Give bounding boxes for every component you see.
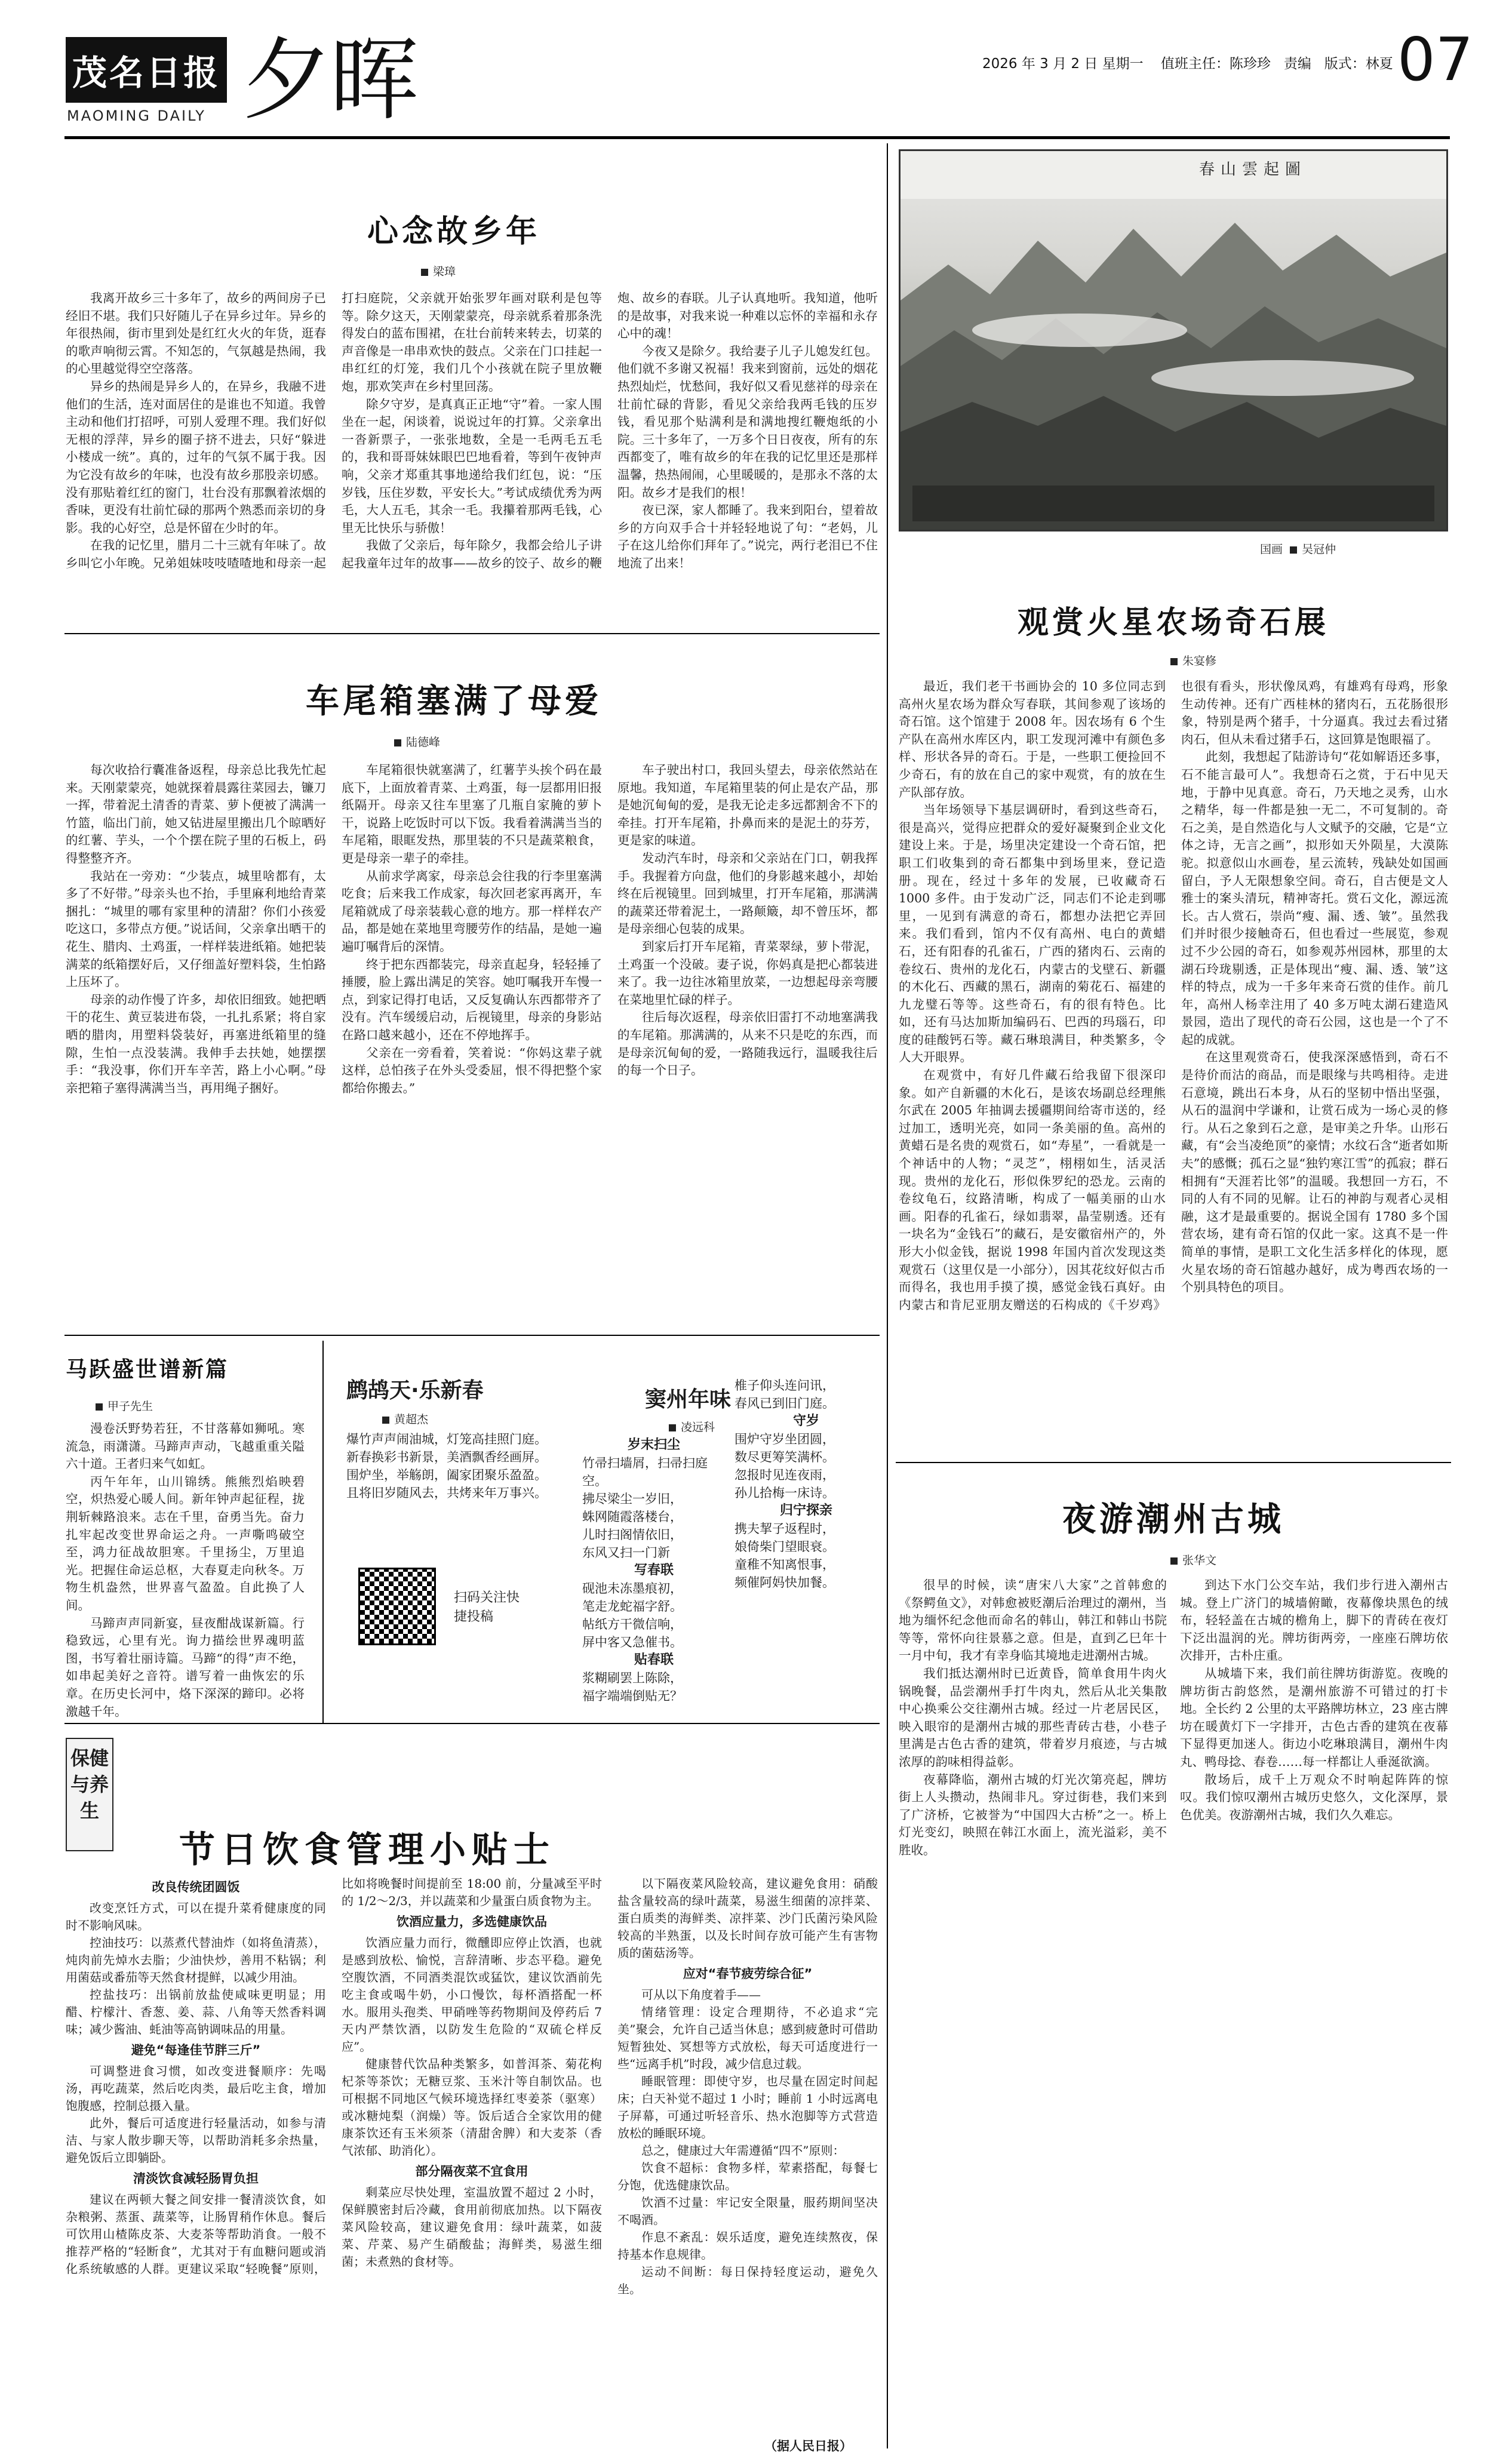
byline-marker xyxy=(96,1403,103,1411)
paragraph: 母亲的动作慢了许多，却依旧细致。她把晒干的花生、黄豆装进布袋，一扎扎系紧；将自家晒的腊肉，用塑料袋装好，再塞进纸箱里的缝隙，生怕一点没装满。我伸手去扶她，她摆摆手：“我没事，你们开车辛苦，路上小心啊。”母亲把箱子塞得满满当当，再用绳子捆好。 xyxy=(66,992,326,1095)
paragraph: 当年场领导下基层调研时，看到这些奇石，很是高兴，觉得应把群众的爱好凝聚到企业文化建设上来。于是，场里决定建设一个奇石馆，把职工们收集到的奇石都集中到场里来，登记造册。现在，经过十多年的发展，已收藏奇石 1000 多件。由于发动广泛，同志们不论走到哪里，一见到有满意的奇石，都想办法把它弄回来。我们看到，馆内不仅有高州、电白的黄蜡石，还有阳春的孔雀石，广西的猪肉石、云南的卷纹石、贵州的龙化石，内蒙古的戈壁石、新疆的木化石、西藏的黑石，湖南的菊花石、福建的九龙璧石等等。这些奇石，有的很有特色。比如，还有马达加斯加编码石、巴西的玛瑙石，印度的硅酸钙石等。藏石琳琅满目，种类繁多，令人大开眼界。 xyxy=(899,803,1166,1065)
section-heading: 清淡饮食减轻肠胃负担 xyxy=(133,2171,259,2186)
article1-body xyxy=(66,290,878,621)
issue-date: 2026 年 3 月 2 日 星期一 xyxy=(982,56,1144,72)
paragraph: 在我的记忆里，腊月二十三就有年味了。故乡叫它小年晚。兄弟姐妹吱吱喳喳地和母亲一起打扫庭院，父亲就开始张罗年画对联利是包等等。除夕这天，天刚蒙蒙亮，母亲就系着那条洗得发白的蓝布围裙，在壮台前转来转去，切菜的声音像是一串串欢快的鼓点。父亲在门口挂起一串红红的灯笼，我们几个小孩就在院子里放鞭炮，那欢笑声在乡村里回荡。 xyxy=(66,291,602,570)
poem-line: 福字端端倒贴无？ xyxy=(582,1689,683,1703)
paragraph: 控油技巧：以蒸煮代替油炸（如将鱼清蒸），炖肉前先焯水去脂；少油快炒，善用不粘锅；利用菌菇或番茄等天然食材提鲜，以减少用油。 xyxy=(66,1935,326,1984)
header-meta xyxy=(982,53,1393,72)
article1-author: 梁璋 xyxy=(433,265,456,278)
paragraph: 除夕守岁，是真真正正地“守”着。一家人围坐在一起，闲谈着，说说过年的打算。父亲拿出一沓新票子，一张张地数，全是一毛两毛五毛的，我和哥哥妹妹眼巴巴地看着，等到午夜钟声响，父亲才郑重其事地递给我们红包，说：“压岁钱，压住岁数，平安长大。”考试成绩优秀为两毛，大人五毛，其余一毛。我攥着那两毛钱，心里无比快乐与骄傲！ xyxy=(342,397,602,535)
paragraph: 我们抵达潮州时已近黄昏，简单食用牛肉火锅晚餐，品尝潮州手打牛肉丸，然后从北关集散中心换乘公交往潮州古城。经过一片老居民区，映入眼帘的是潮州古城的那些青砖古巷，小巷子里满是古色古香的建筑，带着岁月痕迹，与古城浓厚的韵味相得益彰。 xyxy=(899,1666,1167,1769)
painting-caption-label: 国画 xyxy=(1260,543,1283,556)
poem1-body xyxy=(346,1430,555,1502)
section-heading: 部分隔夜菜不宜食用 xyxy=(415,2164,528,2179)
poem-subtitle: 贴春联 xyxy=(634,1652,674,1667)
byline-marker xyxy=(1170,658,1178,665)
paragraph: 我站在一旁劝：“少装点，城里啥都有，太多了不好带。”母亲头也不抬，手里麻利地给青菜捆扎：“城里的哪有家里种的清甜？你们小孩爱吃这口，多带点方便。”说话间，父亲拿出晒干的花生、腊肉、土鸡蛋，一样样装进纸箱。她把装满菜的纸箱摆好后，又仔细盖好塑料袋，生怕路上压坏了。 xyxy=(66,868,326,990)
newspaper-logo xyxy=(66,37,227,103)
article1-byline xyxy=(421,263,456,279)
paragraph: 从城墙下来，我们前往牌坊街游览。夜晚的牌坊街古韵悠然，是潮州旅游不可错过的打卡地。全长约 2 公里的太平路牌坊林立，23 座古牌坊在暖黄灯下一字排开，古色古香的建筑在夜幕下显得更加迷人。街边小吃琳琅满目，潮州牛肉丸、鸭母捻、春卷……每一样都让人垂涎欲滴。 xyxy=(1180,1666,1448,1769)
paragraph: 往后每次返程，母亲依旧雷打不动地塞满我的车尾箱。那满满的，从来不只是吃的东西，而是母亲沉甸甸的爱，一路随我远行，温暖我往后的每一个日子。 xyxy=(617,1010,878,1078)
paragraph: 很早的时候，读“唐宋八大家”之首韩愈的《祭鳄鱼文》，对韩愈被贬潮后治理过的潮州，当地为缅怀纪念他而命名的韩山，韩江和韩山书院等等，常怀向往景慕之意。但是，直到乙巳年十一月中旬，我才有幸身临其境地走进潮州古城。 xyxy=(899,1578,1167,1663)
poem-line: 砚池未冻墨痕初， xyxy=(582,1581,683,1596)
qr-label xyxy=(454,1589,531,1627)
brand-en: MAOMING DAILY xyxy=(67,107,206,124)
section-heading: 应对“春节疲劳综合征” xyxy=(683,1967,813,1981)
poem-line: 频催阿妈快加餐。 xyxy=(734,1575,835,1590)
layout-editor: 版式：林夏 xyxy=(1324,56,1393,72)
paragraph: 车尾箱很快就塞满了，红薯芋头挨个码在最底下，上面放着青菜、土鸡蛋，每一层都用旧报纸隔开。母亲又往车里塞了几瓶自家腌的萝卜干，说路上吃饭时可以下饭。我看着满满当当的车尾箱，眼眶发热，那里装的不只是蔬菜粮食，更是母亲一辈子的牵挂。 xyxy=(342,763,602,865)
paragraph: 夜已深，家人都睡了。我来到阳台，望着故乡的方向双手合十并轻轻地说了句：“老妈，儿子在这儿给你们拜年了。”说完，两行老泪已不住地流了出来！ xyxy=(617,503,878,570)
paragraph: 我做了父亲后，每年除夕，我都会给儿子讲起我童年过年的故事——故乡的饺子、故乡的鞭炮、故乡的春联。儿子认真地听。我知道，他听的是故事，对我来说一种难以忘怀的幸福和永存心中的魂！ xyxy=(342,291,878,570)
paragraph: 改变烹饪方式，可以在提升菜肴健康度的同时不影响风味。 xyxy=(66,1901,326,1933)
paragraph: 每次收拾行囊准备返程，母亲总比我先忙起来。天刚蒙蒙亮，她就探着晨露往菜园去，镰刀一挥，带着泥土清香的青菜、萝卜便被了满满一竹篮，临出门前，她又钻进屋里搬出几个晾晒好的红薯、芋头，一个个摆在院子里的石板上，码得整整齐齐。 xyxy=(66,763,326,865)
center-column-divider xyxy=(887,143,888,2448)
divider-poems xyxy=(64,1723,880,1724)
byline-marker xyxy=(421,269,428,276)
poem-line: 蛛网随霞落楼台， xyxy=(582,1510,683,1524)
article4-title: 马跃盛世谱新篇 xyxy=(66,1357,229,1382)
article3-title: 车尾箱塞满了母爱 xyxy=(306,682,602,721)
paragraph: 在观赏中，有好几件藏石给我留下很深印象。如产自新疆的木化石，是该农场副总经理熊尔武在 2005 年抽调去援疆期间给寄市送的，经过加工，透明光亮，如同一条美丽的鱼。高州的黄蜡石是名贵的观赏石，如“寿星”，一看就是一个神话中的人物；“灵芝”，栩栩如生，活灵活现。贵州的龙化石，形似侏罗纪的恐龙。云南的卷纹龟石，纹路清晰，构成了一幅美丽的山水画。阳春的孔雀石，绿如翡翠，晶莹剔透。还有一块名为“金钱石”的藏石，是安徽宿州产的，外形大小似金钱，据说 1998 年国内首次发现这类观赏石（这里仅是一小部分），因其花纹好似古币而得名，我也用手摸了摸，感觉金钱石真好。由内蒙古和肯尼亚朋友赠送的石构成的《千岁鸡》也很有看头，形状像凤鸡，有雄鸡有母鸡，形象生动传神。还有广西桂林的猪肉石，五花肠很形象，特别是两个猪手，十分逼真。我过去看过猪肉石，但从未看过猪手石，这回算是饱眼福了。 xyxy=(899,679,1448,1312)
divider-a4-vertical xyxy=(322,1341,324,1723)
paragraph: 今夜又是除夕。我给妻子儿子儿媳发红包。他们就不多谢又祝福！我来到窗前，远处的烟花热烈灿烂，忧愁间，我好似又看见慈祥的母亲在壮前忙碌的背影，看见父亲给我两毛钱的压岁钱，看见那个贴满利是和满地搜红鞭炮纸的小院。三十多年了，一万多个日日夜夜，所有的东西都变了，唯有故乡的年在我的记忆里还是那样温馨，热热闹闹，心里暖暖的，是那永不落的太阳。故乡才是我们的根！ xyxy=(617,343,878,500)
poem-line: 娘倚柴门望眼衰。 xyxy=(734,1540,835,1554)
paragraph: 终于把东西都装完，母亲直起身，轻轻捶了捶腰，脸上露出满足的笑容。她叮嘱我开车慢一点，到家记得打电话，又反复确认东西都带齐了没有。汽车缓缓启动，后视镜里，母亲的身影站在路口越来越小，还在不停地挥手。 xyxy=(342,957,602,1042)
paragraph: 以下隔夜菜风险较高，建议避免食用：硝酸盐含量较高的绿叶蔬菜，易滋生细菌的凉拌菜、蛋白质类的海鲜类、凉拌菜、沙门氏菌污染风险较高的半熟蛋，以及长时间存放可能产生有害物质的菌菇汤等。 xyxy=(617,1876,878,1960)
paragraph: 饮酒应量力而行，微醺即应停止饮酒，也就是感到放松、愉悦，言辞清晰、步态平稳。避免空腹饮酒，不同酒类混饮或猛饮，建议饮酒前先吃主食或喝牛奶，小口慢饮，每杯酒搭配一杯水。服用头孢类、甲硝唑等药物期间及停药后 7 天内严禁饮酒，以防发生危险的“双硫仑样反应”。 xyxy=(342,1935,602,2054)
article2-body xyxy=(899,678,1448,1454)
paragraph: 发动汽车时，母亲和父亲站在门口，朝我挥手。我握着方向盘，他们的身影越来越小，却始终在后视镜里。回到城里，打开车尾箱，那满满的蔬菜还带着泥土，一路颠簸，却不曾压坏，都是母亲细心包装的成果。 xyxy=(617,850,878,936)
article2-author: 朱宴修 xyxy=(1182,655,1217,668)
byline-marker xyxy=(1170,1557,1178,1565)
paragraph: 丙午年年，山川锦绣。熊熊烈焰映碧空，炽热爱心暖人间。新年钟声起征程，拢荆斩棘路浪来。志在千里，奋勇当先。奋力扎牢起改变世界命运之舟。一声嘶鸣破空至，鸿力征战故胆寒。千里扬尘，万里追光。把握住命运总枢，大春夏走向秋冬。万物生机盎然，世界喜气盈盈。自此换了人间。 xyxy=(66,1474,305,1612)
poem-line: 春风已到旧门庭。 xyxy=(734,1396,835,1411)
paragraph: 情绪管理：设定合理期待，不必追求“完美”聚会，允许自己适当休息；感到疲惫时可借助短暂独处、冥想等方式放松，每天可适度进行一些“远离手机”时段，减少信息过载。 xyxy=(617,2005,878,2071)
paragraph: 从前求学离家，母亲总会往我的行李里塞满吃食；后来我工作成家，每次回老家再离开，车尾箱就成了母亲装载心意的地方。那一样样农产品，都是她在菜地里弯腰劳作的结晶，是她一遍遍叮嘱背后的深情。 xyxy=(342,868,602,954)
poem-subtitle: 岁末扫尘 xyxy=(627,1437,680,1452)
paragraph: 健康替代饮品种类繁多，如普洱茶、菊花枸杞茶等茶饮；无糖豆浆、玉米汁等自制饮品。也可根据不同地区气候环境选择红枣姜茶（驱寒）或冰糖炖梨（润燥）等。饭后适合全家饮用的健康茶饮还有玉米须茶（清甜舍脾）和大麦茶（香气浓郁、助消化）。 xyxy=(342,2057,602,2158)
article6-title: 节日饮食管理小贴士 xyxy=(179,1829,555,1871)
painting-inscription: 春山雲起圖 xyxy=(1199,161,1307,179)
health-column-label xyxy=(66,1738,113,1851)
paragraph: 夜幕降临，潮州古城的灯光次第亮起，牌坊街上人头攒动，热闹非凡。穿过街巷，我们来到了广济桥，它被誉为“中国四大古桥”之一。桥上灯光变幻，映照在韩江水面上，流光溢彩，美不胜收。 xyxy=(899,1772,1167,1857)
poem-line: 爆竹声声闹油城，灯笼高挂照门庭。新春换彩书新景，美酒飘香经画屏。 xyxy=(346,1432,547,1464)
poem-line: 笔走龙蛇福字舒。 xyxy=(582,1599,683,1614)
article5-body xyxy=(899,1577,1448,2440)
health-label-text: 保健与养生 xyxy=(70,1747,109,1822)
section-heading: 改良传统团圆饭 xyxy=(152,1880,240,1894)
paragraph: 到家后打开车尾箱，青菜翠绿，萝卜带泥，土鸡蛋一个没破。妻子说，你妈真是把心都装进来了。我一边往冰箱里放菜，一边想起母亲弯腰在菜地里忙碌的样子。 xyxy=(617,939,878,1007)
poem-line: 围炉守岁坐团圆， xyxy=(734,1432,835,1446)
poem-line: 儿时扫阁情依旧， xyxy=(582,1528,683,1542)
article2-title: 观赏火星农场奇石展 xyxy=(1017,605,1329,641)
paragraph: 漫卷沃野势若狂，不甘落幕如狮吼。寒流急，雨潇潇。马蹄声声动，飞越重重关隘六十道。王者归来气如虹。 xyxy=(66,1421,305,1471)
divider-a1 xyxy=(64,633,880,634)
poem-line: 围炉坐，举觞朗，阖家团聚乐盈盈。且将旧岁随风去，共烤来年万事兴。 xyxy=(346,1468,547,1500)
poem-line: 携夫挈子返程时， xyxy=(734,1522,835,1536)
paragraph: 饮食不超标：食物多样，荤素搭配，每餐七分饱，优选健康饮品。 xyxy=(617,2161,878,2192)
poem-line: 竹帚扫墙屑，扫帚扫庭空。 xyxy=(582,1456,708,1488)
article4-byline xyxy=(96,1397,153,1414)
painting-author: 吴冠仲 xyxy=(1302,543,1336,556)
paragraph: 饮酒不过量：牢记安全限量，服药期间坚决不喝酒。 xyxy=(617,2195,878,2227)
poem-subtitle: 守岁 xyxy=(792,1414,819,1428)
paragraph: 车子驶出村口，我回头望去，母亲依然站在原地。我知道，车尾箱里装的何止是农产品，那是她沉甸甸的爱，是我无论走多远都割舍不下的牵挂。打开车尾箱，扑鼻而来的是泥土的芬芳，更是家的味道。 xyxy=(617,763,878,848)
paragraph: 此外，餐后可适度进行轻量活动，如参与清洁、与家人散步聊天等，以帮助消耗多余热量，避免饭后立即躺卧。 xyxy=(66,2116,326,2165)
byline-marker xyxy=(669,1424,676,1431)
poem-line: 数尽更筹笑满杯。 xyxy=(734,1450,835,1464)
divider-a3 xyxy=(64,1335,880,1336)
article5-author: 张华文 xyxy=(1182,1554,1217,1567)
poem2-author: 凌远科 xyxy=(681,1421,715,1434)
paragraph: 此刻，我想起了陆游诗句“花如解语还多事，石不能言最可人”。我想奇石之赏，于石中见天地，于静中见真意。奇石，乃天地之灵秀，山水之精华，每一件都是独一无二，不可复制的。奇石之美，是自然造化与人文赋予的交融，它是“立体之诗，无言之画”，拟形如天外陨星，大漠陈驼。拟意似山水画卷，星云流转，残缺处如国画留白，予人无限想象空间。奇石，自古便是文人雅士的案头清玩，精神寄托。赏石文化，源远流长。古人赏石，崇尚“瘦、漏、透、皱”。虽然我们并时很少接触奇石，但也看过一些展览，参观过不少公园的奇石，如参观苏州园林，那里的太湖石玲珑剔透，正是体现出“瘦、漏、透、皱”这样的特点，成为一千多年来奇石赏的佳作。前几年，高州人杨幸注用了 40 多万吨太湖石建造风景园，造出了现代的奇石公园，这也是一个了不起的成就。 xyxy=(1181,749,1448,1047)
duty-chief: 值班主任：陈珍珍 xyxy=(1160,56,1271,72)
article1-title: 心念故乡年 xyxy=(367,214,540,250)
poem-subtitle: 写春联 xyxy=(634,1563,674,1578)
poem-line: 屏中客又急催书。 xyxy=(582,1635,683,1649)
painting-svg xyxy=(901,151,1446,530)
paragraph: 运动不间断：每日保持轻度运动，避免久坐。 xyxy=(617,2265,878,2296)
article2-byline xyxy=(1170,652,1216,668)
painting-image xyxy=(899,149,1448,531)
poem-line: 拂尽梁尘一岁旧， xyxy=(582,1492,683,1506)
paragraph: 在这里观赏奇石，使我深深感悟到，奇石不是待价而沽的商品，而是眼缘与共鸣相待。走进石意境，跳出石本身，从石的坚韧中悟出坚强，从石的温润中学谦和，让赏石成为一场心灵的修行。从石之象到石之意，是审美之升华。山形石藏，有“会当凌绝顶”的豪情；水纹石含“逝者如斯夫”的感慨；孤石之显“独钓寒江雪”的孤寂；群石相拥有“天涯若比邻”的温暖。我想回一方石，不同的人有不同的见解。让石的神韵与观者心灵相融，这才是最重要的。据说全国有 1780 多个国营农场，建有奇石馆的仅此一家。这真不是一件简单的事情，是职工文化生活多样化的体现，愿火星农场的奇石馆越办越好，成为粤西农场的一个别具特色的项目。 xyxy=(1181,1050,1448,1295)
paragraph: 散场后，成千上万观众不时响起阵阵的惊叹。我们惊叹潮州古城历史悠久，文化深厚，景色优美。夜游潮州古城，我们久久难忘。 xyxy=(1180,1772,1448,1822)
poem2-title: 窦州年味 xyxy=(645,1387,732,1412)
divider-a2 xyxy=(896,1462,1451,1463)
paragraph: 作息不紊乱：娱乐适度，避免连续熬夜，保持基本作息规律。 xyxy=(617,2230,878,2262)
paragraph: 可从以下角度着手—— xyxy=(641,1987,761,2002)
poem-line: 帖纸方干微信响， xyxy=(582,1617,683,1632)
paragraph: 异乡的热闹是异乡人的，在异乡，我融不进他们的生活，连对面居住的是谁也不知道。我曾主动和他们打招呼，可别人爱理不理。我们好似无根的浮萍，异乡的圈子挤不进去，只好“躲进小楼成一统”。真的，过年的气氛不属于我。因为它没有故乡的年味，也没有故乡那股亲切感。没有那贴着红红的窗门，壮台没有那飘着浓烟的香味，更没有壮前忙碌的那两个熟悉而亲切的身影。我的心好空，总是怀留在少时的年。 xyxy=(66,379,326,535)
paragraph: 我离开故乡三十多年了，故乡的两间房子已经旧不堪。我们只好随儿子在异乡过年。异乡的年很热闹，街市里到处是红红火火的年货，逛春的歌声响彻云霄。不知怎的，气氛越是热闹，我的心里越觉得空空落落。 xyxy=(66,291,326,376)
section-title: 夕晖 xyxy=(242,29,417,133)
poem-line: 孙儿拾梅一床诗。 xyxy=(734,1486,835,1500)
article6-body xyxy=(66,1875,878,2440)
paragraph: 最近，我们老干书画协会的 10 多位同志到高州火星农场为群众写春联，其间参观了该场的奇石馆。这个馆建于 2008 年。因农场有 6 个生产队在高州水库区内，职工发现河滩中有颜色多样、形状各异的奇石。于是，一些职工便捡回不少奇石，有的放在自己的家中观赏，有的放在生产队部存放。 xyxy=(899,679,1166,800)
logo-text: 茂名日报 xyxy=(72,53,220,93)
duty-editor: 责编 xyxy=(1283,56,1311,72)
paragraph: 到达下水门公交车站，我们步行进入潮州古城。登上广济门的城墙俯瞰，夜幕像块黑色的绒布，轻轻盖在古城的檐角上，脚下的青砖在夜灯下泛出温润的光。牌坊街两旁，一座座石牌坊依次排开，古朴庄重。 xyxy=(1180,1578,1448,1663)
poem-line: 忽报时见连夜雨， xyxy=(734,1468,835,1482)
paragraph: 剩菜应尽快处理，室温放置不超过 2 小时，保鲜膜密封后冷藏，食用前彻底加热。以下隔夜菜风险较高，建议避免食用：绿叶蔬菜，如菠菜、芹菜、易产生硝酸盐；海鲜类，易滋生细菌；未煮熟的食材等。 xyxy=(342,2185,602,2269)
poem-subtitle: 归宁探亲 xyxy=(779,1503,832,1518)
poem-line: 椎子仰头连问讯， xyxy=(734,1378,835,1393)
poem1-byline xyxy=(382,1411,428,1427)
poem-line: 童稚不知离恨事， xyxy=(734,1557,835,1572)
article3-body xyxy=(66,761,878,1320)
poem-line: 浆糊刷罢上陈除， xyxy=(582,1671,683,1685)
poem2-column-left xyxy=(582,1436,726,1705)
paragraph: 可调整进食习惯，如改变进餐顺序：先喝汤，再吃蔬菜，然后吃肉类，最后吃主食，增加饱腹感，控制总摄入量。 xyxy=(66,2064,326,2113)
byline-marker xyxy=(1290,546,1297,554)
poem1-title: 鹧鸪天·乐新春 xyxy=(346,1378,484,1403)
article3-byline xyxy=(394,733,440,749)
article5-byline xyxy=(1170,1551,1216,1568)
paragraph: 睡眠管理：即使守岁，也尽量在固定时间起床；白天补觉不超过 1 小时；睡前 1 小时远离电子屏幕，可通过听轻音乐、热水泡脚等方式营造放松的睡眠环境。 xyxy=(617,2074,878,2140)
header-rule xyxy=(64,136,1450,139)
section-heading: 避免“每逢佳节胖三斤” xyxy=(131,2043,261,2057)
paragraph: 马蹄声声同新宴，昼夜酣战谋新篇。行稳致远，心里有光。询力描绘世界魂明蓝图，书写着壮丽诗篇。马蹄“的得”声不绝，如串起美好之音符。谱写着一曲恢宏的乐章。在历史长河中，烙下深深的蹄印。必将激越千年。 xyxy=(66,1615,305,1719)
qr-code[interactable] xyxy=(358,1568,436,1645)
article4-body xyxy=(66,1420,305,1719)
poem-line: 东风又扫一门新 xyxy=(582,1546,670,1560)
poem1-author: 黄超杰 xyxy=(394,1413,429,1426)
article6-source: （据人民日报） xyxy=(764,2439,852,2453)
article5-title: 夜游潮州古城 xyxy=(1062,1500,1284,1539)
paragraph: 控盐技巧：出锅前放盐使咸味更明显；用醋、柠檬汁、香葱、姜、蒜、八角等天然香料调味；减少酱油、蚝油等高钠调味品的用量。 xyxy=(66,1987,326,2036)
paragraph: 总之，健康过大年需遵循“四不”原则： xyxy=(641,2143,845,2158)
article3-author: 陆德峰 xyxy=(406,736,441,749)
poem2-column-right xyxy=(734,1377,878,1592)
paragraph: 建议在两顿大餐之间安排一餐清淡饮食，如杂粮粥、蒸蛋、蔬菜等，让肠胃稍作休息。餐后可饮用山楂陈皮茶、大麦茶等帮助消食。一般不推荐严格的“轻断食”，尤其对于有血糖问题或消化系统敏感的人群。更建议采取“轻晚餐”原则，比如将晚餐时间提前至 18:00 前，分量减至平时的 1/2～2/3，并以蔬菜和少量蛋白质食物为主。 xyxy=(66,1876,602,2276)
page-number: 07 xyxy=(1397,24,1474,94)
paragraph: 父亲在一旁看着，笑着说：“你妈这辈子就这样，总怕孩子在外头受委屈，恨不得把整个家都给你搬去。” xyxy=(342,1045,602,1095)
qr-label-text: 扫码关注快捷投稿 xyxy=(454,1590,520,1624)
byline-marker xyxy=(382,1417,389,1424)
painting-caption xyxy=(1260,540,1336,557)
section-heading: 饮酒应量力，多选健康饮品 xyxy=(397,1915,547,1929)
article4-author: 甲子先生 xyxy=(107,1400,153,1413)
poem2-byline xyxy=(669,1418,715,1434)
byline-marker xyxy=(394,739,401,746)
